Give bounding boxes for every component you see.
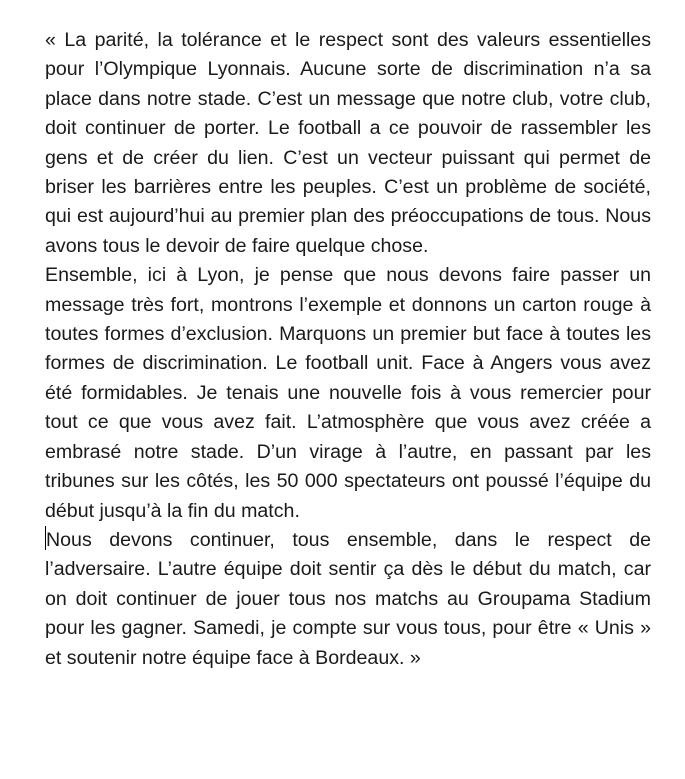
paragraph-3-text: Nous devons continuer, tous ensemble, dans le respect de l’adversaire. L’autre équipe doit sentir ça dès le début du match, car on doit continuer de jouer tous nos matchs au Groupama Stadium pour les gagner. Samedi, je compte sur vous tous, pour être « Unis » et soutenir notre équipe face à Bordeaux. »	[45, 528, 651, 669]
paragraph-1: « La parité, la tolérance et le respect sont des valeurs essentielles pour l’Olympique Lyonnais. Aucune sorte de discrimination n’a sa place dans notre stade. C’est un message que notre club, votre club, doit continuer de porter. Le football a ce pouvoir de rassembler les gens et de créer du lien. C’est un vecteur puissant qui permet de briser les barrières entre les peuples. C’est un problème de société, qui est aujourd’hui au premier plan des préoccupations de tous. Nous avons tous le devoir de faire quelque chose.	[45, 29, 651, 257]
paragraph-3	[45, 526, 651, 673]
document-page[interactable]	[45, 26, 651, 673]
paragraph-2: Ensemble, ici à Lyon, je pense que nous devons faire passer un message très fort, montrons l’exemple et donnons un carton rouge à toutes formes d’exclusion. Marquons un premier but face à toutes les formes de discrimination. Le football unit. Face à Angers vous avez été formidables. Je tenais une nouvelle fois à vous remercier pour tout ce que vous avez fait. L’atmosphère que vous avez créée a embrasé notre stade. D’un virage à l’autre, en passant par les tribunes sur les côtés, les 50 000 spectateurs ont poussé l’équipe du début jusqu’à la fin du match.	[45, 264, 651, 522]
